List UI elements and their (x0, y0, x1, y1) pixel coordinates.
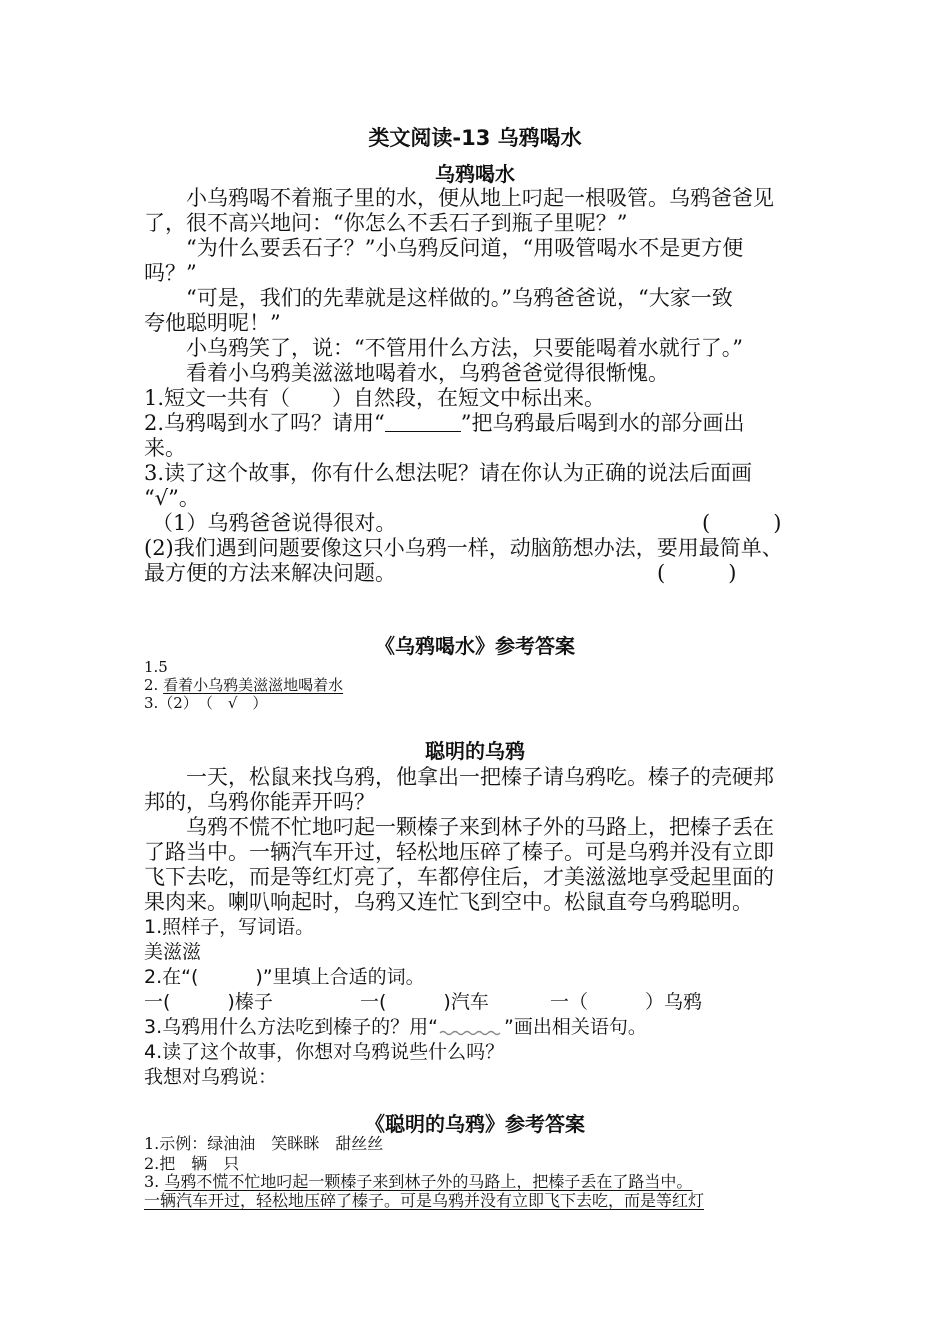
answer-heading: 《聪明的乌鸦》参考答案 (365, 1112, 585, 1136)
answer-item (144, 676, 343, 694)
story-line: “为什么要丢石子？”小乌鸦反问道，“用吸管喝水不是更方便 (186, 236, 744, 260)
story-line: 一天，松鼠来找乌鸦，他拿出一把榛子请乌鸦吃。榛子的壳硬邦 (186, 765, 774, 789)
question-1-example: 美滋滋 (144, 941, 202, 963)
answer-number: 2. (144, 676, 164, 694)
answer-item: 1.示例：绿油油 笑眯眯 甜丝丝 (144, 1134, 384, 1153)
question-2-item: 一（ ）乌鸦 (550, 991, 703, 1013)
story-line: 了路当中。一辆汽车开过，轻松地压碎了榛子。可是乌鸦并没有立即 (144, 840, 774, 864)
question-3-text-a: 3.乌鸦用什么方法吃到榛子的？用“ (144, 1016, 438, 1038)
story-line: 夸他聪明呢！” (144, 311, 281, 335)
answer-item: 3.（2） （ √ ） (144, 694, 268, 712)
answer-underlined-text: 一辆汽车开过，轻松地压碎了榛子。可是乌鸦并没有立即飞下去吃，而是等红灯 (144, 1191, 705, 1210)
question-3 (144, 1015, 647, 1039)
answer-underlined-text: 乌鸦不慌不忙地叼起一颗榛子来到林子外的马路上，把榛子丢在了路当中。 (164, 1172, 693, 1191)
question-3-text-b: ”画出相关语句。 (503, 1016, 647, 1038)
question-4: 4.读了这个故事，你想对乌鸦说些什么吗？ (144, 1041, 505, 1063)
answer-item: 2.把 辆 只 (144, 1154, 240, 1173)
question-2-item: 一( )榛子 (144, 991, 273, 1013)
answer-underlined-text: 看着小乌鸦美滋滋地喝着水 (163, 676, 344, 694)
question-2-cont: 来。 (144, 436, 186, 460)
story-line: 邦的，乌鸦你能弄开吗？ (144, 790, 375, 814)
question-3: 3.读了这个故事，你有什么想法呢？请在你认为正确的说法后面画 (144, 461, 753, 485)
story-heading: 乌鸦喝水 (435, 162, 515, 186)
answer-item: 1.5 (144, 658, 168, 676)
underline-blank (385, 413, 461, 432)
option-1: （1）乌鸦爸爸说得很对。 (152, 511, 397, 535)
answer-item (144, 1172, 692, 1192)
answer-heading: 《乌鸦喝水》参考答案 (375, 634, 575, 658)
story-line: 乌鸦不慌不忙地叼起一颗榛子来到林子外的马路上，把榛子丢在 (186, 815, 774, 839)
question-2-text-a: 2.乌鸦喝到水了吗？请用“ (144, 411, 385, 435)
question-3-cont: “√”。 (144, 486, 200, 510)
question-1: 1.照样子，写词语。 (144, 916, 315, 938)
story-heading: 聪明的乌鸦 (425, 739, 525, 763)
option-1-answer-box: ( ) (702, 511, 782, 535)
option-2-cont: 最方便的方法来解决问题。 (144, 561, 396, 585)
story-line: 了，很不高兴地问：“你怎么不丢石子到瓶子里呢？” (144, 211, 628, 235)
story-line: 小乌鸦笑了，说：“不管用什么方法，只要能喝着水就行了。” (186, 336, 743, 360)
story-line: 吗？” (144, 261, 197, 285)
option-2-answer-box: ( ) (657, 561, 737, 585)
option-2: (2)我们遇到问题要像这只小乌鸦一样，动脑筋想办法，要用最简单、 (144, 536, 783, 560)
question-4-prompt: 我想对乌鸦说： (144, 1066, 278, 1088)
question-2: 2.在“( )”里填上合适的词。 (144, 966, 425, 988)
story-line: 果肉来。喇叭响起时，乌鸦又连忙飞到空中。松鼠直夸乌鸦聪明。 (144, 890, 753, 914)
story-line: 看着小乌鸦美滋滋地喝着水，乌鸦爸爸觉得很惭愧。 (186, 361, 669, 385)
answer-number: 3. (144, 1172, 165, 1191)
question-2 (144, 411, 745, 435)
question-2-item: 一( )汽车 (360, 991, 489, 1013)
question-1: 1.短文一共有（ ）自然段，在短文中标出来。 (144, 386, 606, 410)
story-line: 飞下去吃，而是等红灯亮了，车都停住后，才美滋滋地享受起里面的 (144, 865, 774, 889)
wavy-underline-blank (438, 1019, 504, 1037)
document-title: 类文阅读-13 乌鸦喝水 (368, 126, 582, 150)
story-line: “可是，我们的先辈就是这样做的。”乌鸦爸爸说，“大家一致 (186, 286, 733, 310)
question-2-text-b: ”把乌鸦最后喝到水的部分画出 (460, 411, 745, 435)
story-line: 小乌鸦喝不着瓶子里的水，便从地上叼起一根吸管。乌鸦爸爸见 (186, 186, 774, 210)
